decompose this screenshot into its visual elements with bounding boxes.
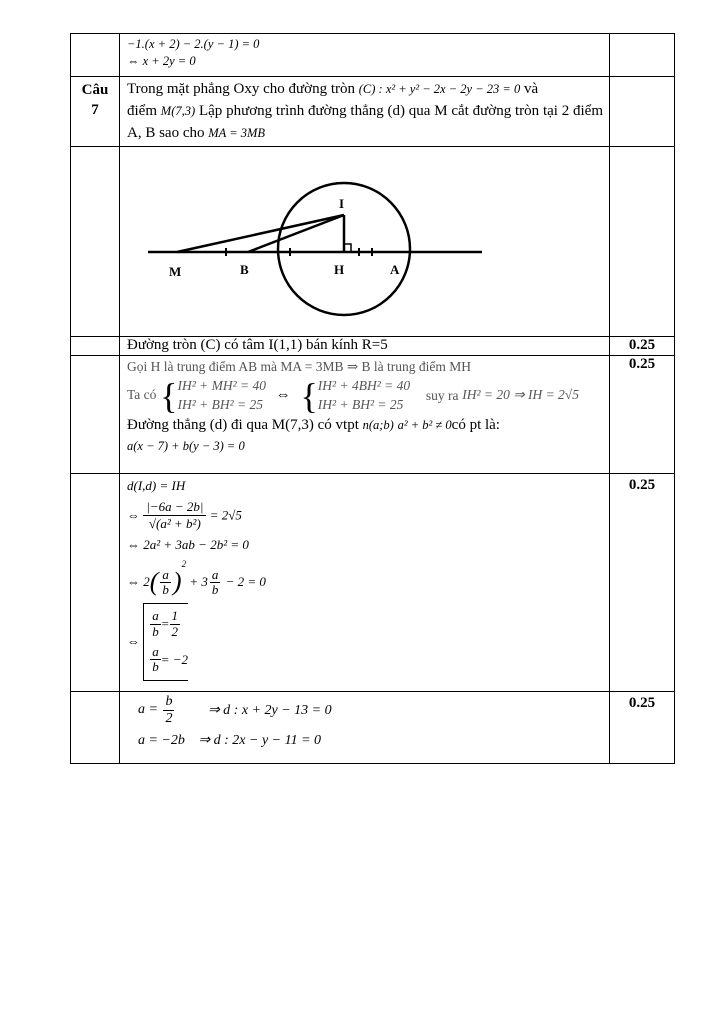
score-value: 0.25 bbox=[610, 692, 675, 764]
midpoint-statement: Gọi H là trung điểm AB mà MA = 3MB ⇒ B là trung điểm MH bbox=[127, 359, 472, 375]
question-cell bbox=[71, 356, 120, 474]
point-label-b: B bbox=[240, 262, 249, 278]
line-equation: a(x − 7) + b(y − 3) = 0 bbox=[127, 439, 245, 454]
table-row bbox=[71, 337, 675, 356]
case-one-result: a = $\frac{b}{2}$ ⇒ d : x + 2y − 13 = 0 bbox=[138, 694, 332, 726]
score-cell bbox=[610, 34, 675, 77]
question-cell bbox=[71, 147, 120, 337]
question-statement: Trong mặt phẳng Oxy cho đường tròn (C) : x² + y² − 2x − 2y − 23 = 0 và điểm M(7,3) Lập phương trình đường thẳng (d) qua M cắt đường tròn tại 2 điểm A, B sao cho MA = 3MB bbox=[120, 77, 610, 147]
distance-equation: d(I,d) = IH bbox=[127, 478, 186, 494]
equation-line: −1.(x + 2) − 2.(y − 1) = 0 bbox=[127, 37, 260, 51]
point-label-h: H bbox=[334, 262, 345, 278]
point-label-a: A bbox=[390, 262, 400, 278]
score-value: 0.25 bbox=[610, 337, 675, 356]
content-cell bbox=[120, 356, 610, 474]
point-label-i: I bbox=[339, 196, 345, 212]
table-row bbox=[71, 77, 675, 147]
equation-line: ⇔ x + 2y = 0 bbox=[127, 53, 196, 68]
table-row bbox=[71, 692, 675, 764]
table-row bbox=[71, 356, 675, 474]
distance-fraction: ⇔ $\frac{|-6a - 2b|}{\text{√(a² + b²)}}$ = 2√5 bbox=[127, 498, 242, 531]
table-row bbox=[71, 147, 675, 337]
score-cell bbox=[610, 77, 675, 147]
solution-cases: ⇔ $\frac{a}{b}$ = $\frac{1}{2}$ $\frac{a}{b}$ = −2 bbox=[127, 603, 603, 680]
ratio-equation: ⇔ 2( $\frac{a}{b}$ )$^2$ + 3 $\frac{a}{b}$ − 2 = 0 bbox=[127, 559, 266, 597]
figure-cell bbox=[120, 147, 610, 337]
case-two-result: a = −2b ⇒ d : 2x − y − 11 = 0 bbox=[138, 733, 322, 749]
question-cell bbox=[71, 34, 120, 77]
question-cell bbox=[71, 337, 120, 356]
score-value: 0.25 bbox=[610, 474, 675, 692]
question-number: Câu 7 bbox=[71, 77, 120, 147]
solution-table bbox=[70, 33, 675, 764]
geometry-figure bbox=[120, 147, 609, 331]
quadratic-equation: ⇔ 2a² + 3ab − 2b² = 0 bbox=[127, 536, 249, 552]
point-label-m: M bbox=[169, 264, 182, 280]
table-row bbox=[71, 474, 675, 692]
content-cell bbox=[120, 474, 610, 692]
table-row bbox=[71, 34, 675, 77]
score-cell bbox=[610, 147, 675, 337]
question-cell bbox=[71, 474, 120, 692]
content-cell bbox=[120, 34, 610, 77]
score-value: 0.25 bbox=[610, 356, 675, 474]
line-statement: Đường thẳng (d) đi qua M(7,3) có vtpt n(a;b) a² + b² ≠ 0có pt là: bbox=[127, 416, 500, 433]
content-cell bbox=[120, 692, 610, 764]
question-cell bbox=[71, 692, 120, 764]
content-cell: Đường tròn (C) có tâm I(1,1) bán kính R=5 bbox=[120, 337, 610, 356]
system-of-equations: Ta có { IH² + MH² = 40 IH² + BH² = 25 ⇔ { IH² + 4BH² = 40 IH² + BH² = 25 suy ra IH² = 20 ⇒ IH = 2√5 bbox=[127, 375, 579, 416]
